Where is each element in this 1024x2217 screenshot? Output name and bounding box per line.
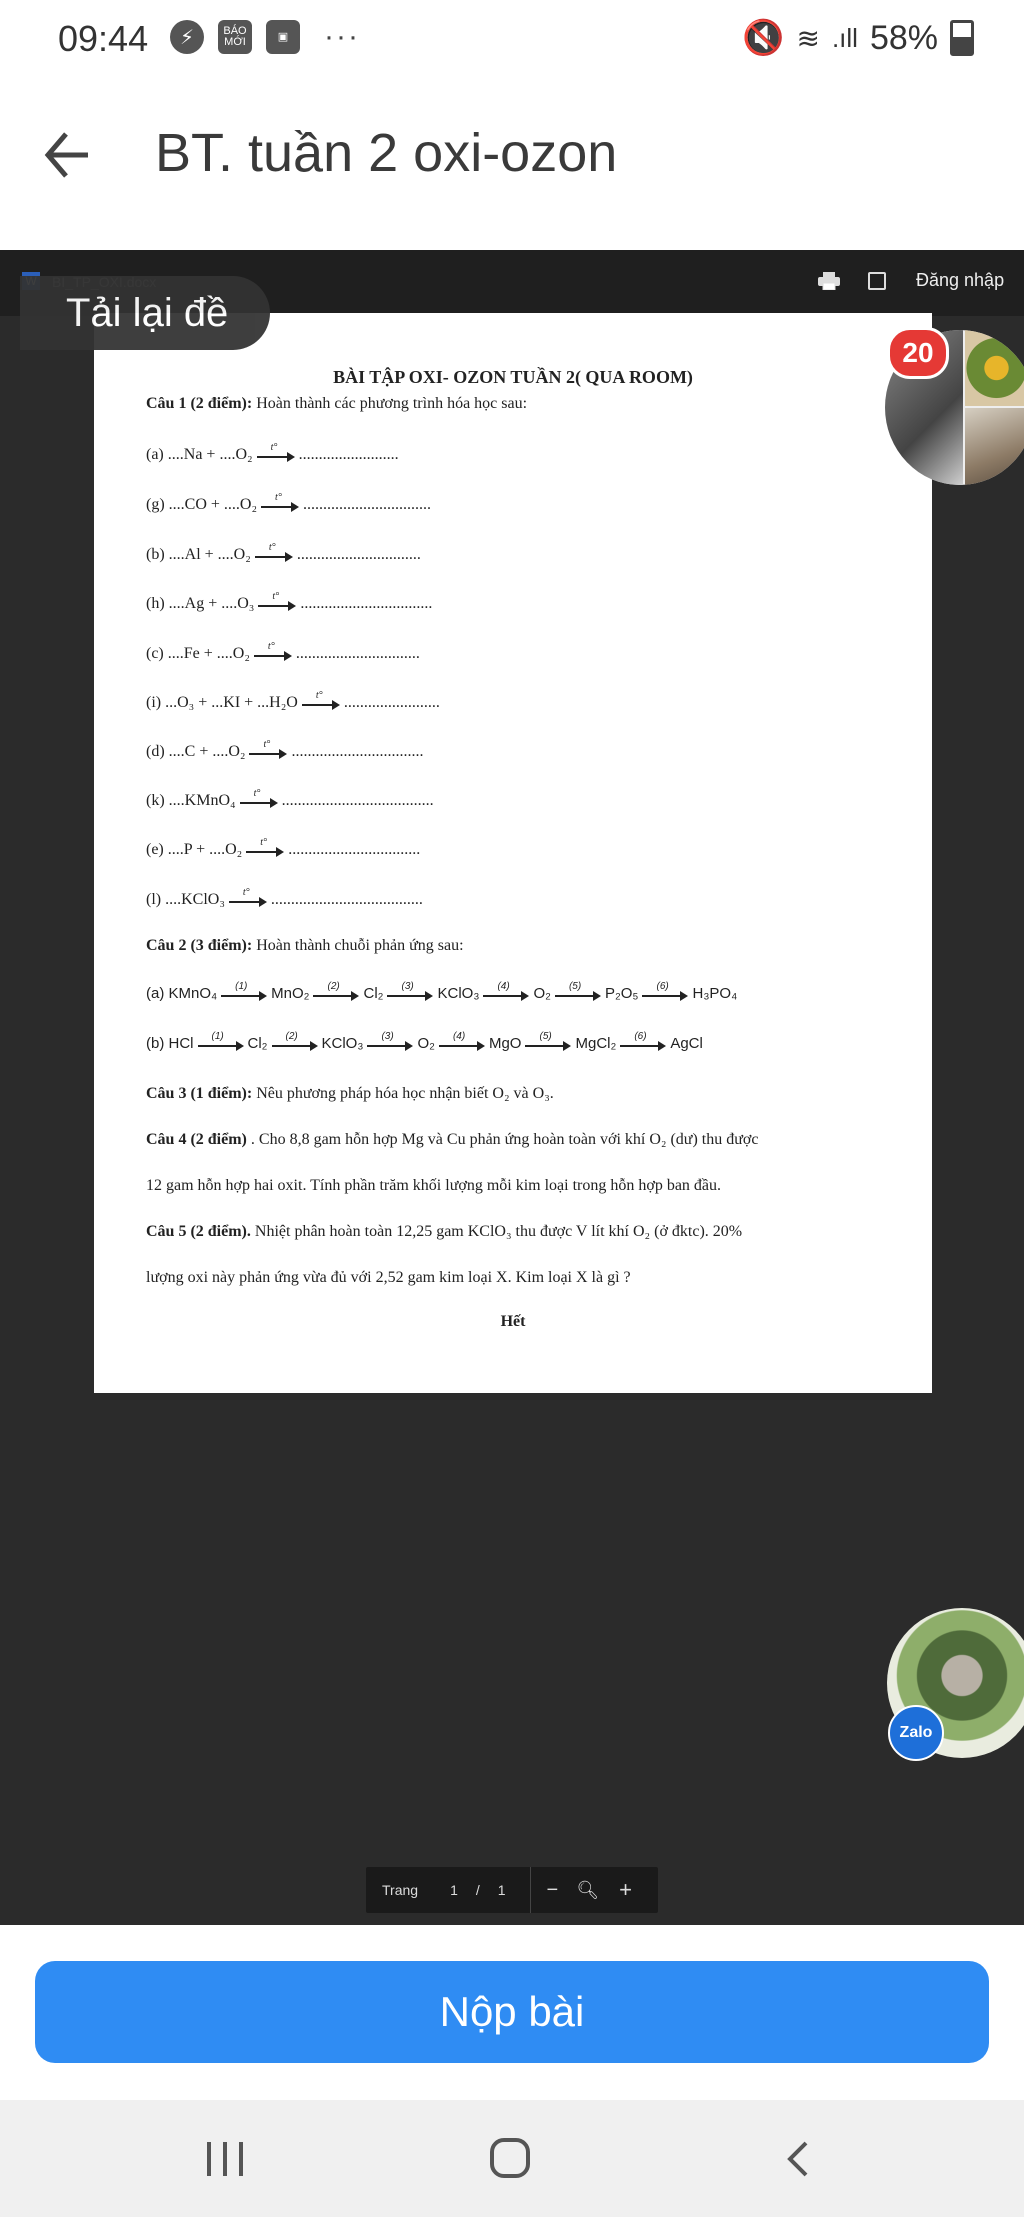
avatar (965, 408, 1024, 485)
status-time: 09:44 (58, 18, 149, 59)
total-pages: 1 (497, 1882, 506, 1898)
reaction-arrow: t° (255, 548, 293, 562)
status-bar (0, 0, 1024, 80)
submit-button[interactable]: Nộp bài (35, 1961, 989, 2063)
signal-icon: .ıll (831, 22, 858, 53)
question-1 (146, 395, 527, 413)
reaction-arrow: t° (240, 794, 278, 808)
page-navigator (366, 1867, 658, 1913)
unread-badge: 20 (887, 327, 949, 379)
equation-row: (g) ....CO + ....O₂ t° ................................ (146, 492, 432, 513)
equation-row: (i) ...O₃ + ...KI + ...H₂O t° ........................ (146, 690, 440, 711)
equation-row: (a) ....Na + ....O₂ t° ......................... (146, 442, 399, 463)
q1-label: Câu 1 (2 điểm): (146, 395, 253, 412)
q2-label: Câu 2 (3 điểm): (146, 937, 253, 954)
back-icon[interactable] (786, 2140, 810, 2178)
document-title: BÀI TẬP OXI- OZON TUẦN 2( QUA ROOM) (333, 367, 693, 387)
messenger-icon: ⚡ (170, 20, 204, 54)
q1-text: Hoàn thành các phương trình hóa học sau: (252, 395, 528, 412)
app-header (0, 80, 1024, 250)
mute-icon: 🔇 (742, 19, 785, 57)
reload-exam-button[interactable]: Tải lại đề (20, 276, 270, 350)
reaction-arrow: t° (254, 647, 292, 661)
back-arrow-icon[interactable] (42, 120, 92, 190)
question-2 (146, 937, 464, 955)
reaction-chain-a: (a) KMnO₄ (1) MnO₂ (2) Cl₂ (3) KClO₃ (4) O₂ (5) P₂O₅ (6) H₃PO₄ (146, 981, 738, 1002)
reaction-arrow: t° (261, 498, 299, 512)
system-nav-bar (0, 2100, 1024, 2217)
question-4-cont: 12 gam hỗn hợp hai oxit. Tính phần trăm khối lượng mỗi kim loại trong hỗn hợp ban đầu. (146, 1177, 722, 1194)
q5-text: Nhiệt phân hoàn toàn 12,25 gam KClO₃ thu được V lít khí O₂ (ở đktc). 20% (250, 1223, 743, 1240)
gallery-icon: ▣ (266, 20, 300, 54)
zoom-out-button[interactable]: − (546, 1878, 559, 1901)
zalo-icon: Zalo (888, 1705, 944, 1761)
reaction-arrow: t° (249, 745, 287, 759)
q4-text: . Cho 8,8 gam hỗn hợp Mg và Cu phản ứng hoàn toàn với khí O₂ (dư) thu được (246, 1131, 759, 1148)
divider (530, 1867, 531, 1913)
reaction-arrow: t° (257, 448, 295, 462)
q5-label: Câu 5 (2 điểm). (146, 1223, 251, 1240)
equation-row: (c) ....Fe + ....O₂ t° ............................... (146, 641, 420, 662)
reaction-arrow: t° (246, 843, 284, 857)
page-title: BT. tuần 2 oxi-ozon (155, 123, 618, 183)
reaction-arrow: t° (302, 696, 340, 710)
home-icon[interactable] (490, 2138, 530, 2178)
question-5 (146, 1223, 742, 1241)
q2-text: Hoàn thành chuỗi phản ứng sau: (252, 937, 464, 954)
end-text: Hết (500, 1313, 526, 1330)
q3-label: Câu 3 (1 điểm): (146, 1085, 253, 1102)
avatar (965, 330, 1024, 406)
document-viewer[interactable] (0, 250, 1024, 1925)
print-icon[interactable] (818, 272, 840, 290)
zoom-icon[interactable]: 🔍︎ (576, 1879, 600, 1900)
equation-row: (l) ....KClO₃ t° ...................................... (146, 887, 423, 908)
more-notifications-icon: ··· (324, 20, 360, 53)
notification-icons (170, 20, 360, 54)
equation-row: (d) ....C + ....O₂ t° ................................. (146, 739, 424, 760)
page-label: Trang (382, 1882, 419, 1898)
question-3 (146, 1085, 554, 1103)
question-5-cont: lượng oxi này phản ứng vừa đủ với 2,52 gam kim loại X. Kim loại X là gì ? (146, 1269, 631, 1286)
reaction-chain-b: (b) HCl (1) Cl₂ (2) KClO₃ (3) O₂ (4) MgO (5) MgCl₂ (6) AgCl (146, 1031, 703, 1052)
submit-area (0, 1925, 1024, 2100)
battery-icon (950, 20, 974, 56)
equation-row: (h) ....Ag + ....O₃ t° ................................. (146, 591, 433, 612)
q3-text: Nêu phương pháp hóa học nhận biết O₂ và O₃. (252, 1085, 554, 1102)
equation-row: (e) ....P + ....O₂ t° ................................. (146, 837, 421, 858)
current-page[interactable]: 1 (450, 1882, 458, 1898)
login-link[interactable]: Đăng nhập (916, 270, 1005, 290)
recent-apps-icon[interactable] (207, 2142, 243, 2176)
zoom-in-button[interactable]: + (619, 1877, 632, 1902)
q4-label: Câu 4 (2 điểm) (146, 1131, 247, 1148)
document-page (94, 313, 932, 1393)
open-external-icon[interactable] (868, 272, 886, 290)
wifi-icon: ≋ (796, 22, 820, 54)
equation-row: (k) ....KMnO₄ t° ...................................... (146, 788, 434, 809)
bao-moi-icon: BÁO MỚI (218, 20, 252, 54)
status-right (742, 18, 974, 58)
equation-row: (b) ....Al + ....O₂ t° ............................... (146, 542, 421, 563)
reaction-arrow: t° (258, 597, 296, 611)
battery-percent: 58% (869, 18, 938, 57)
question-4 (146, 1131, 758, 1149)
page-separator: / (475, 1882, 480, 1898)
reaction-arrow: t° (229, 893, 267, 907)
